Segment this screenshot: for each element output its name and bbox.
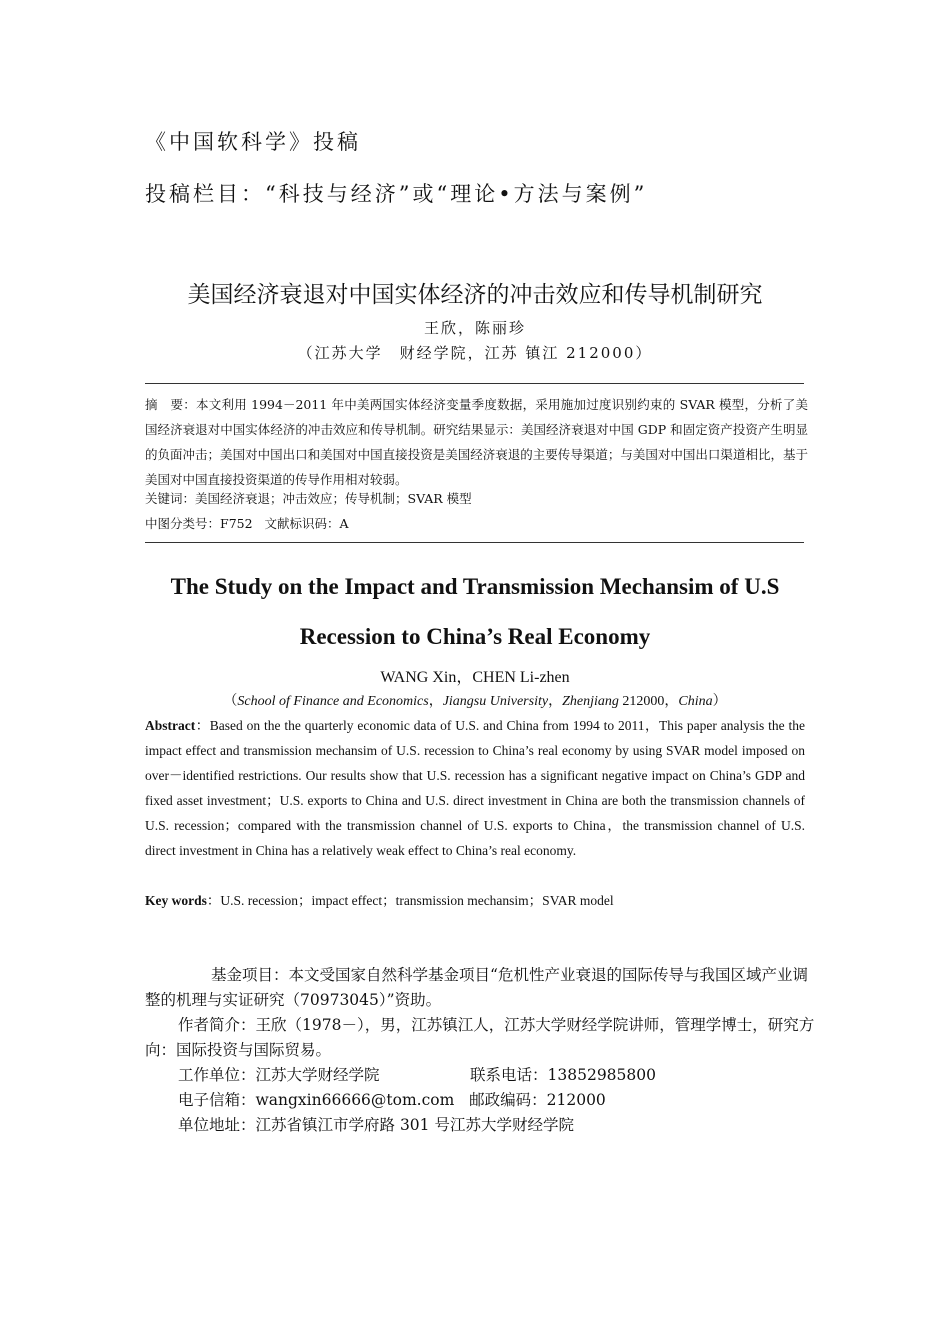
affil-city: Zhenjiang [562,694,619,709]
chinese-affiliation: （江苏大学 财经学院，江苏 镇江 212000） [297,344,653,362]
bio-label: 作者简介： [178,1016,256,1034]
class-label: 中图分类号： [145,516,221,531]
affil-open: （ [223,694,238,709]
english-keywords-text: ：U.S. recession；impact effect；transmission mechansim；SVAR model [206,893,614,908]
email-line [145,1088,815,1113]
work-value: 江苏大学财经学院 [255,1066,380,1084]
column-line: 投稿栏目：“科技与经济”或“理论•方法与案例” [145,182,648,206]
english-abstract [145,713,805,863]
fund-label: 基金项目： [211,966,289,984]
classification-line [145,514,349,532]
bottom-rule [145,542,804,543]
doc-code-value: A [339,516,349,531]
affil-sep2: ， [548,694,563,709]
phone-value: 13852985800 [547,1066,656,1084]
bio-text: 王欣（1978－），男，江苏镇江人，江苏大学财经学院讲师，管理学博士，研究方向：国际投资与国际贸易。 [145,1016,815,1059]
english-title-line1: The Study on the Impact and Transmission Mechansim of U.S [170,574,780,599]
chinese-keywords [145,489,472,507]
address-line [145,1113,815,1138]
top-rule [145,383,804,384]
english-keywords [145,889,614,909]
chinese-abstract [145,392,808,492]
affil-sep1: ， [428,694,443,709]
class-value: F752 [220,516,253,531]
english-authors: WANG Xin，CHEN Li-zhen [380,669,570,686]
work-label: 工作单位： [178,1066,256,1084]
journal-line: 《中国软科学》投稿 [145,130,361,154]
phone-line [470,1063,810,1088]
english-keywords-label: Key words [145,893,207,908]
phone-label: 联系电话： [470,1066,548,1084]
address-label: 单位地址： [178,1116,256,1134]
zip-value: 212000 [546,1091,606,1109]
chinese-authors: 王欣，陈丽珍 [423,319,526,337]
affil-country: China [678,694,713,709]
zip-label: 邮政编码： [469,1091,547,1109]
english-title-line2: Recession to China’s Real Economy [299,624,651,649]
chinese-keywords-text: 美国经济衰退；冲击效应；传导机制；SVAR 模型 [195,491,472,506]
affil-zip: 212000， [618,694,679,709]
email-value: wangxin66666@tom.com [255,1091,455,1109]
affil-close: ） [712,694,727,709]
email-label: 电子信箱： [178,1091,256,1109]
english-affiliation [0,690,950,710]
bio-note [145,1013,815,1063]
english-abstract-label: Abstract [145,718,196,733]
english-abstract-text: ：Based on the the quarterly economic data of U.S. and China from 1994 to 2011，This paper analysis the the impact effect and transmission mechansim of U.S. recession to China’s real economy by using SVAR model imposed on over－identified restrictions. Our results show that U.S. recession has a significant negative impact on China’s GDP and fixed asset investment；U.S. exports to China and U.S. direct investment in China are both the transmission channels of U.S. recession；compared with the transmission channel of U.S. exports to China，the transmission channel of U.S. direct investment in China has a relatively weak effect to China’s real economy. [145,718,805,858]
chinese-abstract-label: 摘 要： [145,397,196,412]
affil-univ: Jiangsu University [442,694,549,709]
fund-note [145,963,815,1013]
chinese-abstract-text: 本文利用 1994－2011 年中美两国实体经济变量季度数据，采用施加过度识别约束的 SVAR 模型，分析了美国经济衰退对中国实体经济的冲击效应和传导机制。研究结果显示：美国经济衰退对中国 GDP 和固定资产投资产生明显的负面冲击；美国对中国出口和美国对中国直接投资是美国经济衰退的主要传导渠道；与美国对中国出口渠道相比，基于美国对中国直接投资渠道的传导作用相对较弱。 [145,397,808,487]
chinese-title: 美国经济衰退对中国实体经济的冲击效应和传导机制研究 [187,282,763,308]
fund-text: 本文受国家自然科学基金项目“危机性产业衰退的国际传导与我国区域产业调整的机理与实证研究（70973045）”资助。 [145,966,808,1009]
chinese-keywords-label: 关键词： [145,491,196,506]
doc-code-label: 文献标识码： [264,516,340,531]
affil-school: School of Finance and Economics [237,694,429,709]
address-value: 江苏省镇江市学府路 301 号江苏大学财经学院 [255,1116,574,1134]
